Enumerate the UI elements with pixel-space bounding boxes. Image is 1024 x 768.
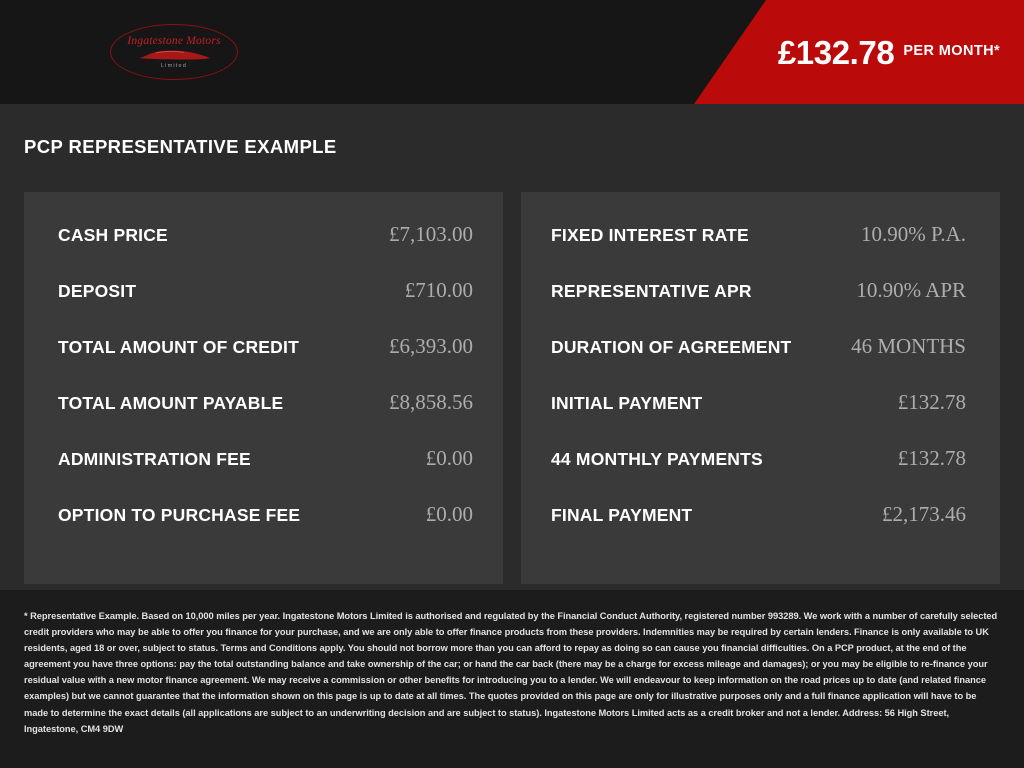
row-label: ADMINISTRATION FEE xyxy=(58,449,251,469)
logo-name: Ingatestone Motors xyxy=(127,35,221,47)
table-row xyxy=(551,446,966,502)
row-value: 10.90% P.A. xyxy=(860,222,966,246)
row-label: DEPOSIT xyxy=(58,281,137,301)
table-row xyxy=(58,278,473,334)
table-row xyxy=(58,446,473,502)
row-value: £132.78 xyxy=(897,446,966,470)
row-value: £132.78 xyxy=(897,390,966,414)
row-value: 10.90% APR xyxy=(856,278,966,302)
row-value: £7,103.00 xyxy=(389,222,473,246)
table-row xyxy=(551,390,966,446)
row-label: TOTAL AMOUNT OF CREDIT xyxy=(58,337,299,357)
table-row xyxy=(551,222,966,278)
table-row xyxy=(58,334,473,390)
row-value: £2,173.46 xyxy=(882,502,966,526)
table-row xyxy=(58,222,473,278)
table-row xyxy=(58,502,473,558)
table-row xyxy=(551,278,966,334)
table-row xyxy=(58,390,473,446)
monthly-price-suffix: PER MONTH* xyxy=(903,42,1000,59)
finance-details-panels xyxy=(24,192,1000,584)
finance-panel-left xyxy=(24,192,503,584)
row-label: INITIAL PAYMENT xyxy=(551,393,703,413)
page-header xyxy=(0,0,1024,104)
disclaimer-text: * Representative Example. Based on 10,000 miles per year. Ingatestone Motors Limited is authorised and regulated by the Financial Conduct Authority, registered number 993289. We work with a number of carefully selected credit providers who may be able to offer you finance for your purchase, and we are only able to offer finance products from these providers. Indemnities may be required by certain lenders. Finance is only available to UK residents, aged 18 or over, subject to status. Terms and Conditions apply. You should not borrow more than you can afford to repay as doing so can cause you financial difficulties. On a PCP product, at the end of the agreement you have three options: pay the total outstanding balance and take ownership of the car; or hand the car back (there may be a charge for excess mileage and damages); or you may be eligible to re-finance your residual value with a new motor finance agreement. We may receive a commission or other benefits for introducing you to a lender. We will endeavour to keep information on the road prices up to date (and related finance examples) but we cannot guarantee that the information shown on this page is up to date at all times. The quotes provided on this page are only for illustrative purposes only and a full finance application will have to be made to determine the exact details (all applications are subject to an underwriting decision and are subject to status). Ingatestone Motors Limited acts as a credit broker and not a lender. Address: 56 High Street, Ingatestone, CM4 9DW xyxy=(24,611,998,734)
footer xyxy=(0,590,1024,768)
row-label: OPTION TO PURCHASE FEE xyxy=(58,505,301,525)
row-value: £710.00 xyxy=(404,278,473,302)
row-label: DURATION OF AGREEMENT xyxy=(551,337,792,357)
dealer-logo[interactable] xyxy=(110,18,238,86)
monthly-price-value: £132.78 xyxy=(777,33,895,71)
row-value: £0.00 xyxy=(425,502,473,526)
finance-panel-right xyxy=(521,192,1000,584)
row-label: REPRESENTATIVE APR xyxy=(551,281,752,301)
logo-subtitle: Limited xyxy=(160,63,188,69)
row-value: £0.00 xyxy=(425,446,473,470)
row-label: 44 MONTHLY PAYMENTS xyxy=(551,449,763,469)
car-silhouette-icon xyxy=(136,48,212,61)
row-label: FINAL PAYMENT xyxy=(551,505,693,525)
table-row xyxy=(551,502,966,558)
page-title: PCP REPRESENTATIVE EXAMPLE xyxy=(24,136,337,157)
row-value: 46 MONTHS xyxy=(851,334,966,358)
row-value: £8,858.56 xyxy=(389,390,473,414)
row-label: CASH PRICE xyxy=(58,225,168,245)
row-label: FIXED INTEREST RATE xyxy=(551,225,749,245)
monthly-price-block xyxy=(778,0,1000,104)
row-label: TOTAL AMOUNT PAYABLE xyxy=(58,393,284,413)
table-row xyxy=(551,334,966,390)
row-value: £6,393.00 xyxy=(389,334,473,358)
